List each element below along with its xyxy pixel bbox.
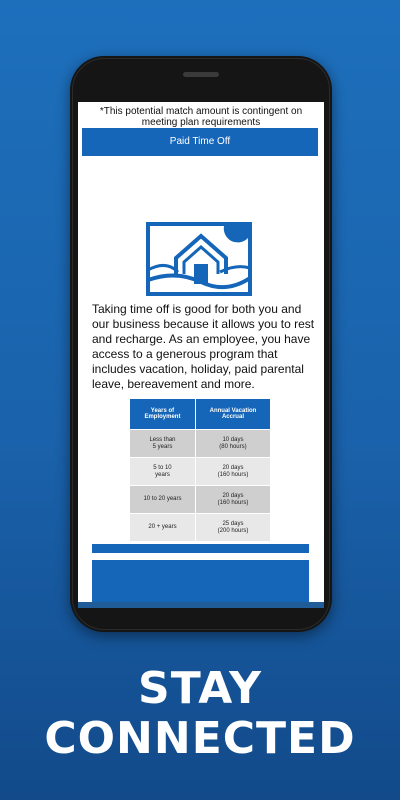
cell-years: 10 to 20 years <box>130 486 196 514</box>
cell-years: 5 to 10 years <box>130 458 196 486</box>
match-notice: *This potential match amount is contingent on meeting plan requirements <box>99 106 303 128</box>
table-row <box>130 458 271 486</box>
cell-accrual: 10 days (80 hours) <box>195 430 270 458</box>
phone-mockup <box>70 56 332 632</box>
table-row <box>130 486 271 514</box>
tagline-line-1: STAY <box>138 663 262 714</box>
cell-years: Less than 5 years <box>130 430 196 458</box>
phone-speaker <box>183 72 219 77</box>
cell-accrual: 20 days (160 hours) <box>195 486 270 514</box>
accent-panel[interactable] <box>92 560 309 602</box>
table-header-years: Years of Employment <box>130 399 196 430</box>
table-row <box>130 430 271 458</box>
vacation-accrual-table <box>129 398 271 542</box>
accent-bar <box>92 544 309 553</box>
cell-years: 20 + years <box>130 514 196 542</box>
table-header-accrual: Annual Vacation Accrual <box>195 399 270 430</box>
table-row <box>130 514 271 542</box>
paid-time-off-description: Taking time off is good for both you and our business because it allows you to rest and recharge. As an employee, you have access to a generous program that includes vacation, holiday, paid parental leave, bereavement and more. <box>92 302 315 391</box>
cell-accrual: 20 days (160 hours) <box>195 458 270 486</box>
stay-connected-tagline <box>0 664 400 764</box>
house-logo-icon <box>146 222 252 296</box>
table-header-row <box>130 399 271 430</box>
navigation-bar <box>78 602 324 608</box>
cell-accrual: 25 days (200 hours) <box>195 514 270 542</box>
section-header-paid-time-off: Paid Time Off <box>82 128 318 156</box>
app-screen <box>78 102 324 602</box>
tagline-line-2: CONNECTED <box>44 713 356 764</box>
